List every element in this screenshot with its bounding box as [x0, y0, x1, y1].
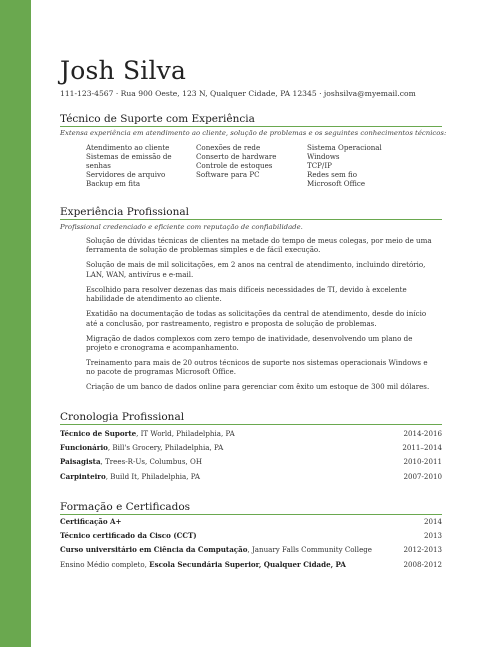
education-years: 2014	[423, 517, 442, 526]
experience-heading: Experiência Profissional	[60, 206, 189, 218]
timeline-row	[60, 427, 442, 441]
skills-column-1	[86, 143, 196, 188]
timeline-years: 2010-2011	[403, 457, 442, 467]
summary-rule	[60, 126, 442, 127]
timeline-row	[60, 455, 442, 469]
timeline-detail: , IT World, Philadelphia, PA	[136, 429, 235, 438]
skills-list	[86, 143, 442, 188]
timeline-detail: , Bill's Grocery, Philadelphia, PA	[107, 443, 224, 453]
timeline-role: Paisagista	[60, 457, 101, 467]
education-heading: Formação e Certificados	[60, 501, 191, 513]
education-title: Escola Secundária Superior, Qualquer Cidade, PA	[149, 559, 346, 569]
education-years: 2013	[423, 531, 442, 541]
education-years: 2008-2012	[403, 559, 442, 569]
education-row: Curso universitário em Ciência da Computação, January Falls Community College 2012-2013	[60, 543, 442, 557]
education-row	[60, 515, 442, 529]
skills-column-3	[307, 143, 427, 188]
skill-item: Conexões de rede	[196, 143, 261, 152]
experience-rule	[60, 219, 442, 220]
timeline-detail: , Build It, Philadelphia, PA	[105, 471, 201, 481]
timeline-years: 2014-2016	[403, 429, 442, 438]
timeline-role: Funcionário	[60, 443, 108, 453]
skill-item: Software para PC	[196, 170, 260, 179]
education-title: Certificação A+	[60, 517, 122, 526]
skill-item: Atendimento ao cliente	[86, 143, 170, 152]
candidate-name: Josh Silva	[60, 56, 187, 85]
education-title: Técnico certificado da Cisco (CCT)	[60, 531, 197, 541]
skill-item: senhas	[86, 161, 111, 170]
timeline-years: 2011–2014	[402, 443, 442, 453]
summary-intro: Extensa experiência em atendimento ao cliente, solução de problemas e os seguintes conhecimentos técnicos:	[60, 129, 447, 137]
timeline-years: 2007-2010	[403, 471, 442, 481]
timeline-list	[60, 427, 442, 484]
experience-item: Solução de dúvidas técnicas de clientes na metade do tempo de meus colegas, por meio de uma ferramenta de solução de problemas simples e de fácil execução.	[86, 236, 432, 255]
timeline-row	[60, 441, 442, 455]
timeline-heading: Cronologia Profissional	[60, 411, 185, 423]
accent-bar	[0, 0, 31, 647]
education-title: Curso universitário em Ciência da Computação	[60, 545, 248, 555]
timeline-role: Carpinteiro	[60, 471, 106, 481]
skill-item: Microsoft Office	[307, 179, 366, 188]
skill-item: Conserto de hardware	[196, 152, 277, 161]
skill-item: Windows	[307, 152, 340, 161]
experience-list	[86, 236, 444, 397]
education-list	[60, 515, 442, 572]
experience-item: Criação de um banco de dados online para gerenciar com êxito um estoque de 300 mil dólares.	[86, 382, 430, 392]
timeline-role: Técnico de Suporte	[60, 429, 137, 438]
education-row: Ensino Médio completo, Escola Secundária Superior, Qualquer Cidade, PA 2008-2012	[60, 558, 442, 572]
skills-column-2	[196, 143, 307, 188]
skill-item: TCP/IP	[307, 161, 332, 170]
experience-item: Solução de mais de mil solicitações, em 2 anos na central de atendimento, incluindo diretório, LAN, WAN, antivírus e e-mail.	[86, 260, 426, 279]
experience-item: Treinamento para mais de 20 outros técnicos de suporte nos sistemas operacionais Windows e no pacote de programas Microsoft Office.	[86, 358, 428, 377]
skill-item: Sistemas de emissão de	[86, 152, 172, 161]
education-row	[60, 529, 442, 543]
experience-item: Migração de dados complexos com zero tempo de inatividade, desenvolvendo um plano de projeto e cronograma e acompanhamento.	[86, 333, 413, 353]
skill-item: Backup em fita	[86, 179, 141, 188]
education-years: 2012-2013	[403, 545, 442, 555]
skill-item: Redes sem fio	[307, 170, 357, 179]
skill-item: Controle de estoques	[196, 161, 273, 170]
contact-line: 111-123-4567 · Rua 900 Oeste, 123 N, Qualquer Cidade, PA 12345 · joshsilva@myemail.com	[60, 89, 416, 98]
experience-intro: Profissional credenciado e eficiente com reputação de confiabilidade.	[60, 223, 303, 231]
experience-item: Exatidão na documentação de todas as solicitações da central de atendimento, desde do início até a conclusão, por rastreamento, registro e proposta de solução de problemas.	[86, 309, 427, 328]
timeline-rule	[60, 424, 442, 425]
timeline-detail: , Trees-R-Us, Columbus, OH	[100, 457, 203, 467]
timeline-row	[60, 470, 442, 484]
experience-item: Escolhido para resolver dezenas das mais difíceis necessidades de TI, devido à excelente habilidade de atendimento ao cliente.	[86, 284, 407, 304]
skill-item: Sistema Operacional	[307, 143, 382, 152]
skill-item: Servidores de arquivo	[86, 170, 166, 179]
summary-heading: Técnico de Suporte com Experiência	[60, 113, 255, 125]
